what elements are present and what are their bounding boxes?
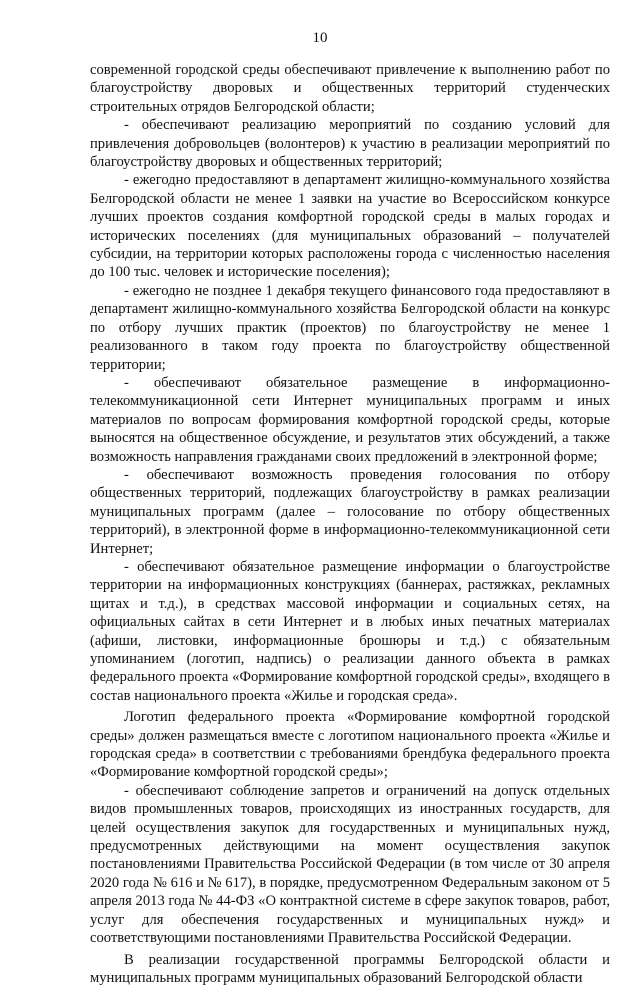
paragraph: - обеспечивают обязательное размещение информации о благоустройстве территории на информационных конструкциях (баннерах, растяжках, рекламных щитах и т.д.), в средствах массовой информации и социальных сетях, на официальных сайтах в сети Интернет и в любых иных печатных материалах (афиши, листовки, информационные брошюры и т.д.) с обязательным упоминанием (логотип, надпись) о реализации данного объекта в рамках федерального проекта «Формирование комфортной городской среды», входящего в состав национального проекта «Жилье и городская среда». xyxy=(90,558,610,705)
paragraph: современной городской среды обеспечивают привлечение к выполнению работ по благоустройству дворовых и общественных территорий студенческих строительных отрядов Белгородской области; xyxy=(90,61,610,116)
paragraph: - обеспечивают обязательное размещение в информационно-телекоммуникационной сети Интернет муниципальных программ и иных материалов по вопросам формирования комфортной городской среды, которые выносятся на общественное обсуждение, и результатов этих обсуждений, а также возможность направления гражданами своих предложений в электронной форме; xyxy=(90,374,610,466)
paragraph: - ежегодно предоставляют в департамент жилищно-коммунального хозяйства Белгородской области не менее 1 заявки на участие во Всероссийском конкурсе лучших проектов создания комфортной городской среды в малых городах и исторических поселениях (для муниципальных образований – получателей субсидии, на территории которых расположены города с численностью населения до 100 тыс. человек и исторические поселения); xyxy=(90,171,610,281)
body-text xyxy=(90,61,610,987)
paragraph: В реализации государственной программы Белгородской области и муниципальных программ муниципальных образований Белгородской области xyxy=(90,951,610,987)
paragraph: Логотип федерального проекта «Формирование комфортной городской среды» должен размещаться вместе с логотипом национального проекта «Жилье и городская среда» в соответствии с требованиями брендбука федерального проекта «Формирование комфортной городской среды»; xyxy=(90,708,610,782)
page-number: 10 xyxy=(0,29,640,47)
paragraph: - обеспечивают возможность проведения голосования по отбору общественных территорий, подлежащих благоустройству в рамках реализации муниципальных программ (далее – голосование по отбору общественных территорий), в электронной форме в информационно-телекоммуникационной сети Интернет; xyxy=(90,466,610,558)
paragraph: - обеспечивают реализацию мероприятий по созданию условий для привлечения добровольцев (волонтеров) к участию в реализации мероприятий по благоустройству дворовых и общественных территорий; xyxy=(90,116,610,171)
paragraph: - обеспечивают соблюдение запретов и ограничений на допуск отдельных видов промышленных товаров, происходящих из иностранных государств, для целей осуществления закупок для государственных и муниципальных нужд, предусмотренных действующими на момент осуществления закупок постановлениями Правительства Российской Федерации (в том числе от 30 апреля 2020 года № 616 и № 617), в порядке, предусмотренном Федеральным законом от 5 апреля 2013 года № 44-ФЗ «О контрактной системе в сфере закупок товаров, работ, услуг для обеспечения государственных и муниципальных нужд» и соответствующими постановлениями Правительства Российской Федерации. xyxy=(90,782,610,948)
paragraph: - ежегодно не позднее 1 декабря текущего финансового года предоставляют в департамент жилищно-коммунального хозяйства Белгородской области на конкурс по отбору лучших практик (проектов) по благоустройству не менее 1 реализованного в таком году проекта по благоустройству общественной территории; xyxy=(90,282,610,374)
